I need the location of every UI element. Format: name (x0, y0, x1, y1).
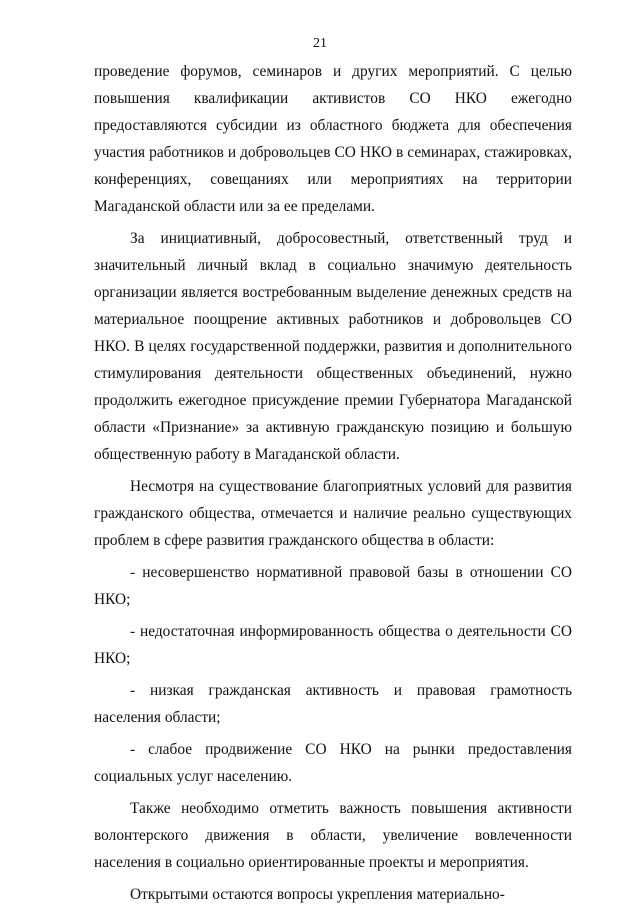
paragraph-problems-intro: Несмотря на существование благоприятных условий для развития гражданского общества, отмечается и наличие реально существующих проблем в сфере развития гражданского общества в области: (94, 478, 572, 549)
paragraph-volunteering: Также необходимо отметить важность повышения активности волонтерского движения в области, увеличение вовлеченности населения в социально ориентированные проекты и мероприятия. (94, 800, 572, 871)
list-item-legal-base: - несовершенство нормативной правовой базы в отношении СО НКО; (94, 564, 572, 608)
list-item-market-access: - слабое продвижение СО НКО на рынки предоставления социальных услуг населению. (94, 741, 572, 785)
body-text (94, 58, 572, 913)
paragraph-continuation: проведение форумов, семинаров и других мероприятий. С целью повышения квалификации активистов СО НКО ежегодно предоставляются субсидии из областного бюджета для обеспечения участия работников и добровольцев СО НКО в семинарах, стажировках, конференциях, совещаниях или мероприятиях на территории Магаданской области или за ее пределами. (94, 63, 572, 215)
list-item-awareness: - недостаточная информированность общества о деятельности СО НКО; (94, 623, 572, 667)
page-number: 21 (313, 36, 327, 51)
paragraph-open-questions: Открытыми остаются вопросы укрепления материально- (130, 886, 505, 903)
list-item-civic-activity: - низкая гражданская активность и правовая грамотность населения области; (94, 682, 572, 726)
paragraph-incentives: За инициативный, добросовестный, ответственный труд и значительный личный вклад в социально значимую деятельность организации является востребованным выделение денежных средств на материальное поощрение активных работников и добровольцев СО НКО. В целях государственной поддержки, развития и дополнительного стимулирования деятельности общественных объединений, нужно продолжить ежегодное присуждение премии Губернатора Магаданской области «Признание» за активную гражданскую позицию и большую общественную работу в Магаданской области. (94, 230, 572, 463)
